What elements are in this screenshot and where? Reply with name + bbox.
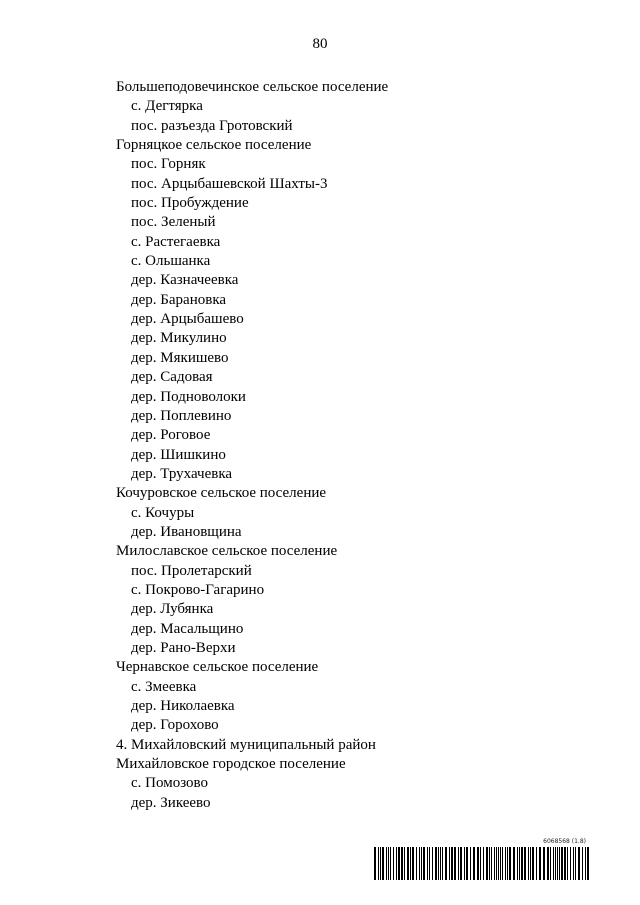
settlement-entry: дер. Шишкино [131, 446, 226, 463]
settlement-entry: дер. Арцыбашево [131, 311, 244, 328]
barcode-icon [374, 847, 590, 880]
settlement-entry: дер. Поплевино [131, 407, 232, 424]
settlement-entry: дер. Микулино [131, 330, 227, 347]
settlement-entry: с. Растегаевка [131, 233, 221, 250]
district-heading: Большеподовечинское сельское поселение [116, 79, 389, 95]
barcode-block [374, 838, 590, 882]
settlement-entry: пос. Пробуждение [131, 195, 249, 212]
settlement-entry: дер. Казначеевка [131, 272, 239, 289]
district-heading: Чернавское сельское поселение [116, 659, 319, 676]
settlement-entry: с. Змеевка [131, 678, 197, 695]
settlement-entry: дер. Роговое [131, 427, 211, 444]
settlement-list [116, 78, 596, 813]
settlement-entry: пос. Арцыбашевской Шахты-3 [131, 175, 328, 192]
barcode-caption: 6068568 (1.8) [543, 838, 586, 845]
settlement-entry: дер. Горохово [131, 717, 219, 734]
settlement-entry: с. Покрово-Гагарино [131, 581, 265, 598]
page-number: 80 [312, 36, 328, 52]
settlement-entry: дер. Барановка [131, 291, 227, 308]
district-heading: Михайловское городское поселение [116, 756, 346, 773]
settlement-entry: дер. Мякишево [131, 349, 229, 366]
district-heading: Милославское сельское поселение [116, 543, 338, 560]
settlement-entry: пос. Пролетарский [131, 562, 252, 579]
settlement-entry: пос. Зеленый [131, 214, 216, 231]
district-heading: 4. Михайловский муниципальный район [116, 736, 376, 753]
settlement-entry: пос. Горняк [131, 156, 206, 173]
settlement-entry: пос. разъезда Гротовский [131, 117, 293, 134]
settlement-entry: с. Ольшанка [131, 253, 211, 270]
settlement-entry: с. Дегтярка [131, 98, 203, 115]
district-heading: Горняцкое сельское поселение [116, 137, 312, 154]
settlement-entry: дер. Масальщино [131, 620, 244, 637]
settlement-entry: дер. Садовая [131, 369, 213, 386]
settlement-entry: дер. Николаевка [131, 698, 235, 714]
settlement-entry: дер. Рано-Верхи [131, 639, 236, 656]
district-heading: Кочуровское сельское поселение [116, 485, 327, 502]
settlement-entry: дер. Ивановщина [131, 523, 242, 540]
settlement-entry: дер. Зикеево [131, 794, 211, 811]
settlement-entry: дер. Лубянка [131, 601, 214, 618]
settlement-entry: дер. Трухачевка [131, 465, 233, 482]
settlement-entry: с. Помозово [131, 775, 209, 792]
settlement-entry: дер. Подноволоки [131, 388, 246, 405]
settlement-entry: с. Кочуры [131, 504, 195, 521]
